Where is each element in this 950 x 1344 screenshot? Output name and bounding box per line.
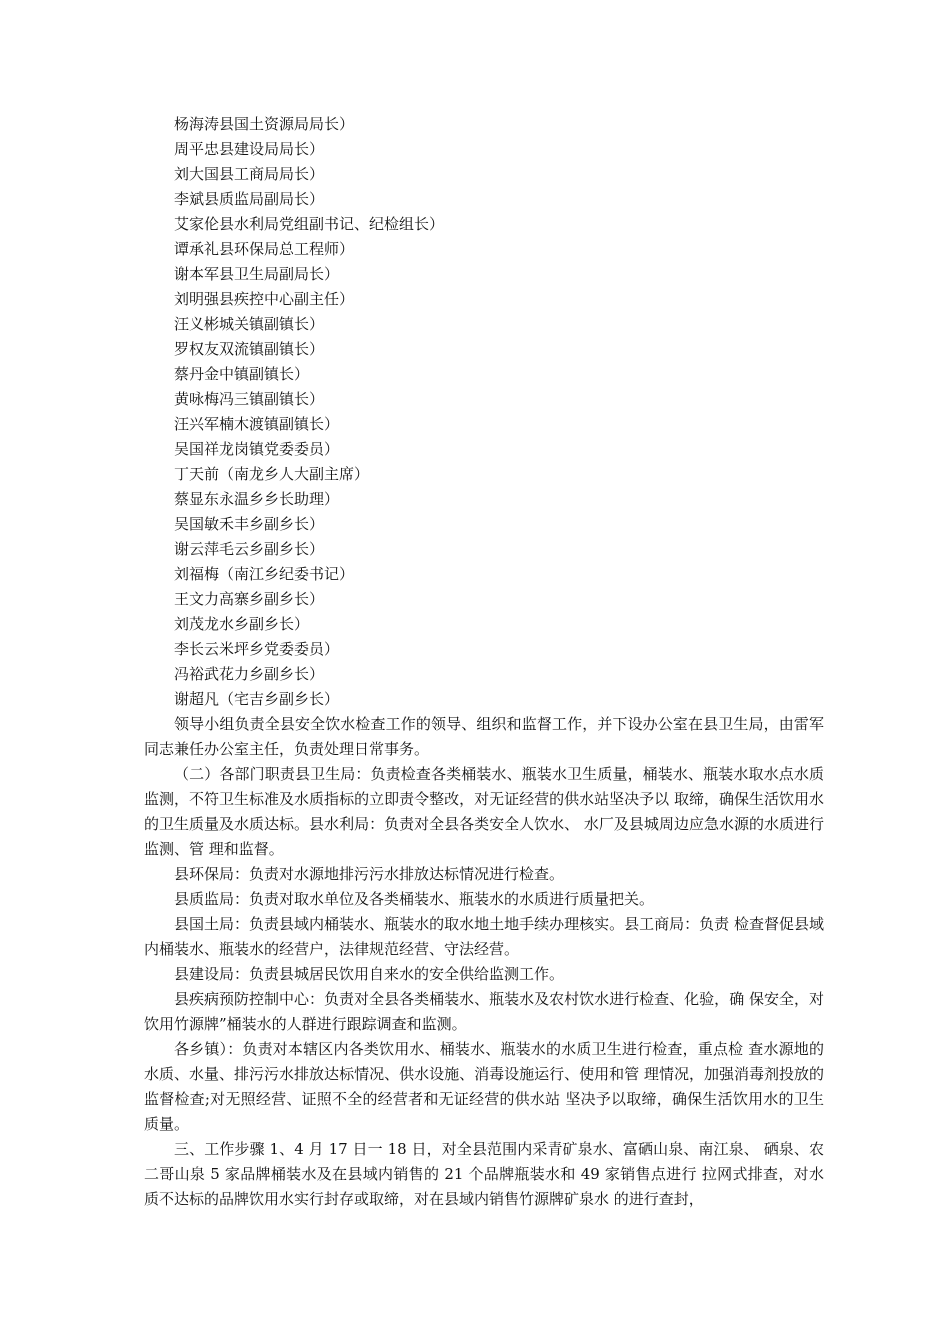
- member-line: 王文力高寨乡副乡长）: [174, 590, 325, 608]
- member-list: [144, 112, 824, 712]
- member-line: 艾家伦县水利局党组副书记、纪检组长）: [174, 215, 445, 233]
- member-line: 周平忠县建设局局长）: [174, 140, 325, 158]
- member-line: 蔡丹金中镇副镇长）: [174, 365, 310, 383]
- member-line: 谢云萍毛云乡副乡长）: [174, 540, 325, 558]
- member-line: 刘大国县工商局局长）: [174, 165, 325, 183]
- member-line: 汪兴军楠木渡镇副镇长）: [174, 415, 340, 433]
- member-line: 冯裕武花力乡副乡长）: [174, 665, 325, 683]
- paragraph-environment-bureau: 县环保局：负责对水源地排污污水排放达标情况进行检查。: [174, 865, 565, 883]
- member-line: 丁天前（南龙乡人大副主席）: [174, 465, 370, 483]
- paragraph-department-duties: （二）各部门职责县卫生局：负责检查各类桶装水、瓶装水卫生质量，桶装水、瓶装水取水点水质监测，不符卫生标准及水质指标的立即责令整改，对无证经营的供水站坚决予以 取缔，确保生活饮用水的卫生质量及水质达标。县水利局：负责对全县各类安全人饮水、 水厂及县城周边应急水源的水质进行监测、管 理和监督。: [144, 765, 824, 858]
- member-line: 谢本军县卫生局副局长）: [174, 265, 340, 283]
- document-page: [144, 112, 824, 1212]
- member-line: 汪义彬城关镇副镇长）: [174, 315, 325, 333]
- member-line: 蔡显东永温乡乡长助理）: [174, 490, 340, 508]
- member-line: 谢超凡（宅吉乡副乡长）: [174, 690, 340, 708]
- member-line: 刘福梅（南江乡纪委书记）: [174, 565, 355, 583]
- paragraph-work-steps: 三、工作步骤 1、4 月 17 日一 18 日，对全县范围内采青矿泉水、富硒山泉、南江泉、 硒泉、农二哥山泉 5 家品牌桶装水及在县域内销售的 21 个品牌瓶装水和 49 家销售点进行 拉网式排查，对水质不达标的品牌饮用水实行封存或取缔，对在县域内销售竹源牌矿泉水 的进行查封，: [144, 1140, 824, 1208]
- member-line: 吴国祥龙岗镇党委委员）: [174, 440, 340, 458]
- member-line: 吴国敏禾丰乡副乡长）: [174, 515, 325, 533]
- paragraph-quality-bureau: 县质监局：负责对取水单位及各类桶装水、瓶装水的水质进行质量把关。: [174, 890, 655, 908]
- member-line: 李斌县质监局副局长）: [174, 190, 325, 208]
- paragraph-land-bureau: 县国土局：负责县域内桶装水、瓶装水的取水地土地手续办理核实。县工商局：负责 检查督促县域内桶装水、瓶装水的经营户，法律规范经营、守法经营。: [144, 915, 824, 958]
- paragraph-townships: 各乡镇）：负责对本辖区内各类饮用水、桶装水、瓶装水的水质卫生进行检查，重点检 查水源地的水质、水量、排污污水排放达标情况、供水设施、消毒设施运行、使用和管 理情况，加强消毒剂投放的监督检查;对无照经营、证照不全的经营者和无证经营的供水站 坚决予以取缔，确保生活饮用水的卫生质量。: [144, 1040, 824, 1133]
- member-line: 谭承礼县环保局总工程师）: [174, 240, 355, 258]
- member-line: 罗权友双流镇副镇长）: [174, 340, 325, 358]
- member-line: 李长云米坪乡党委委员）: [174, 640, 340, 658]
- member-line: 刘明强县疾控中心副主任）: [174, 290, 355, 308]
- member-line: 刘茂龙水乡副乡长）: [174, 615, 310, 633]
- body-paragraphs: [144, 712, 824, 1212]
- member-line: 黄咏梅冯三镇副镇长）: [174, 390, 325, 408]
- paragraph-cdc: 县疾病预防控制中心：负责对全县各类桶装水、瓶装水及农村饮水进行检查、化验，确 保安全，对饮用竹源牌”桶装水的人群进行跟踪调查和监测。: [144, 990, 824, 1033]
- member-line: 杨海涛县国土资源局局长）: [174, 115, 355, 133]
- paragraph-construction-bureau: 县建设局：负责县城居民饮用自来水的安全供给监测工作。: [174, 965, 565, 983]
- paragraph-leading-group-duties: 领导小组负责全县安全饮水检查工作的领导、组织和监督工作，并下设办公室在县卫生局，由雷军同志兼任办公室主任，负责处理日常事务。: [144, 715, 824, 758]
